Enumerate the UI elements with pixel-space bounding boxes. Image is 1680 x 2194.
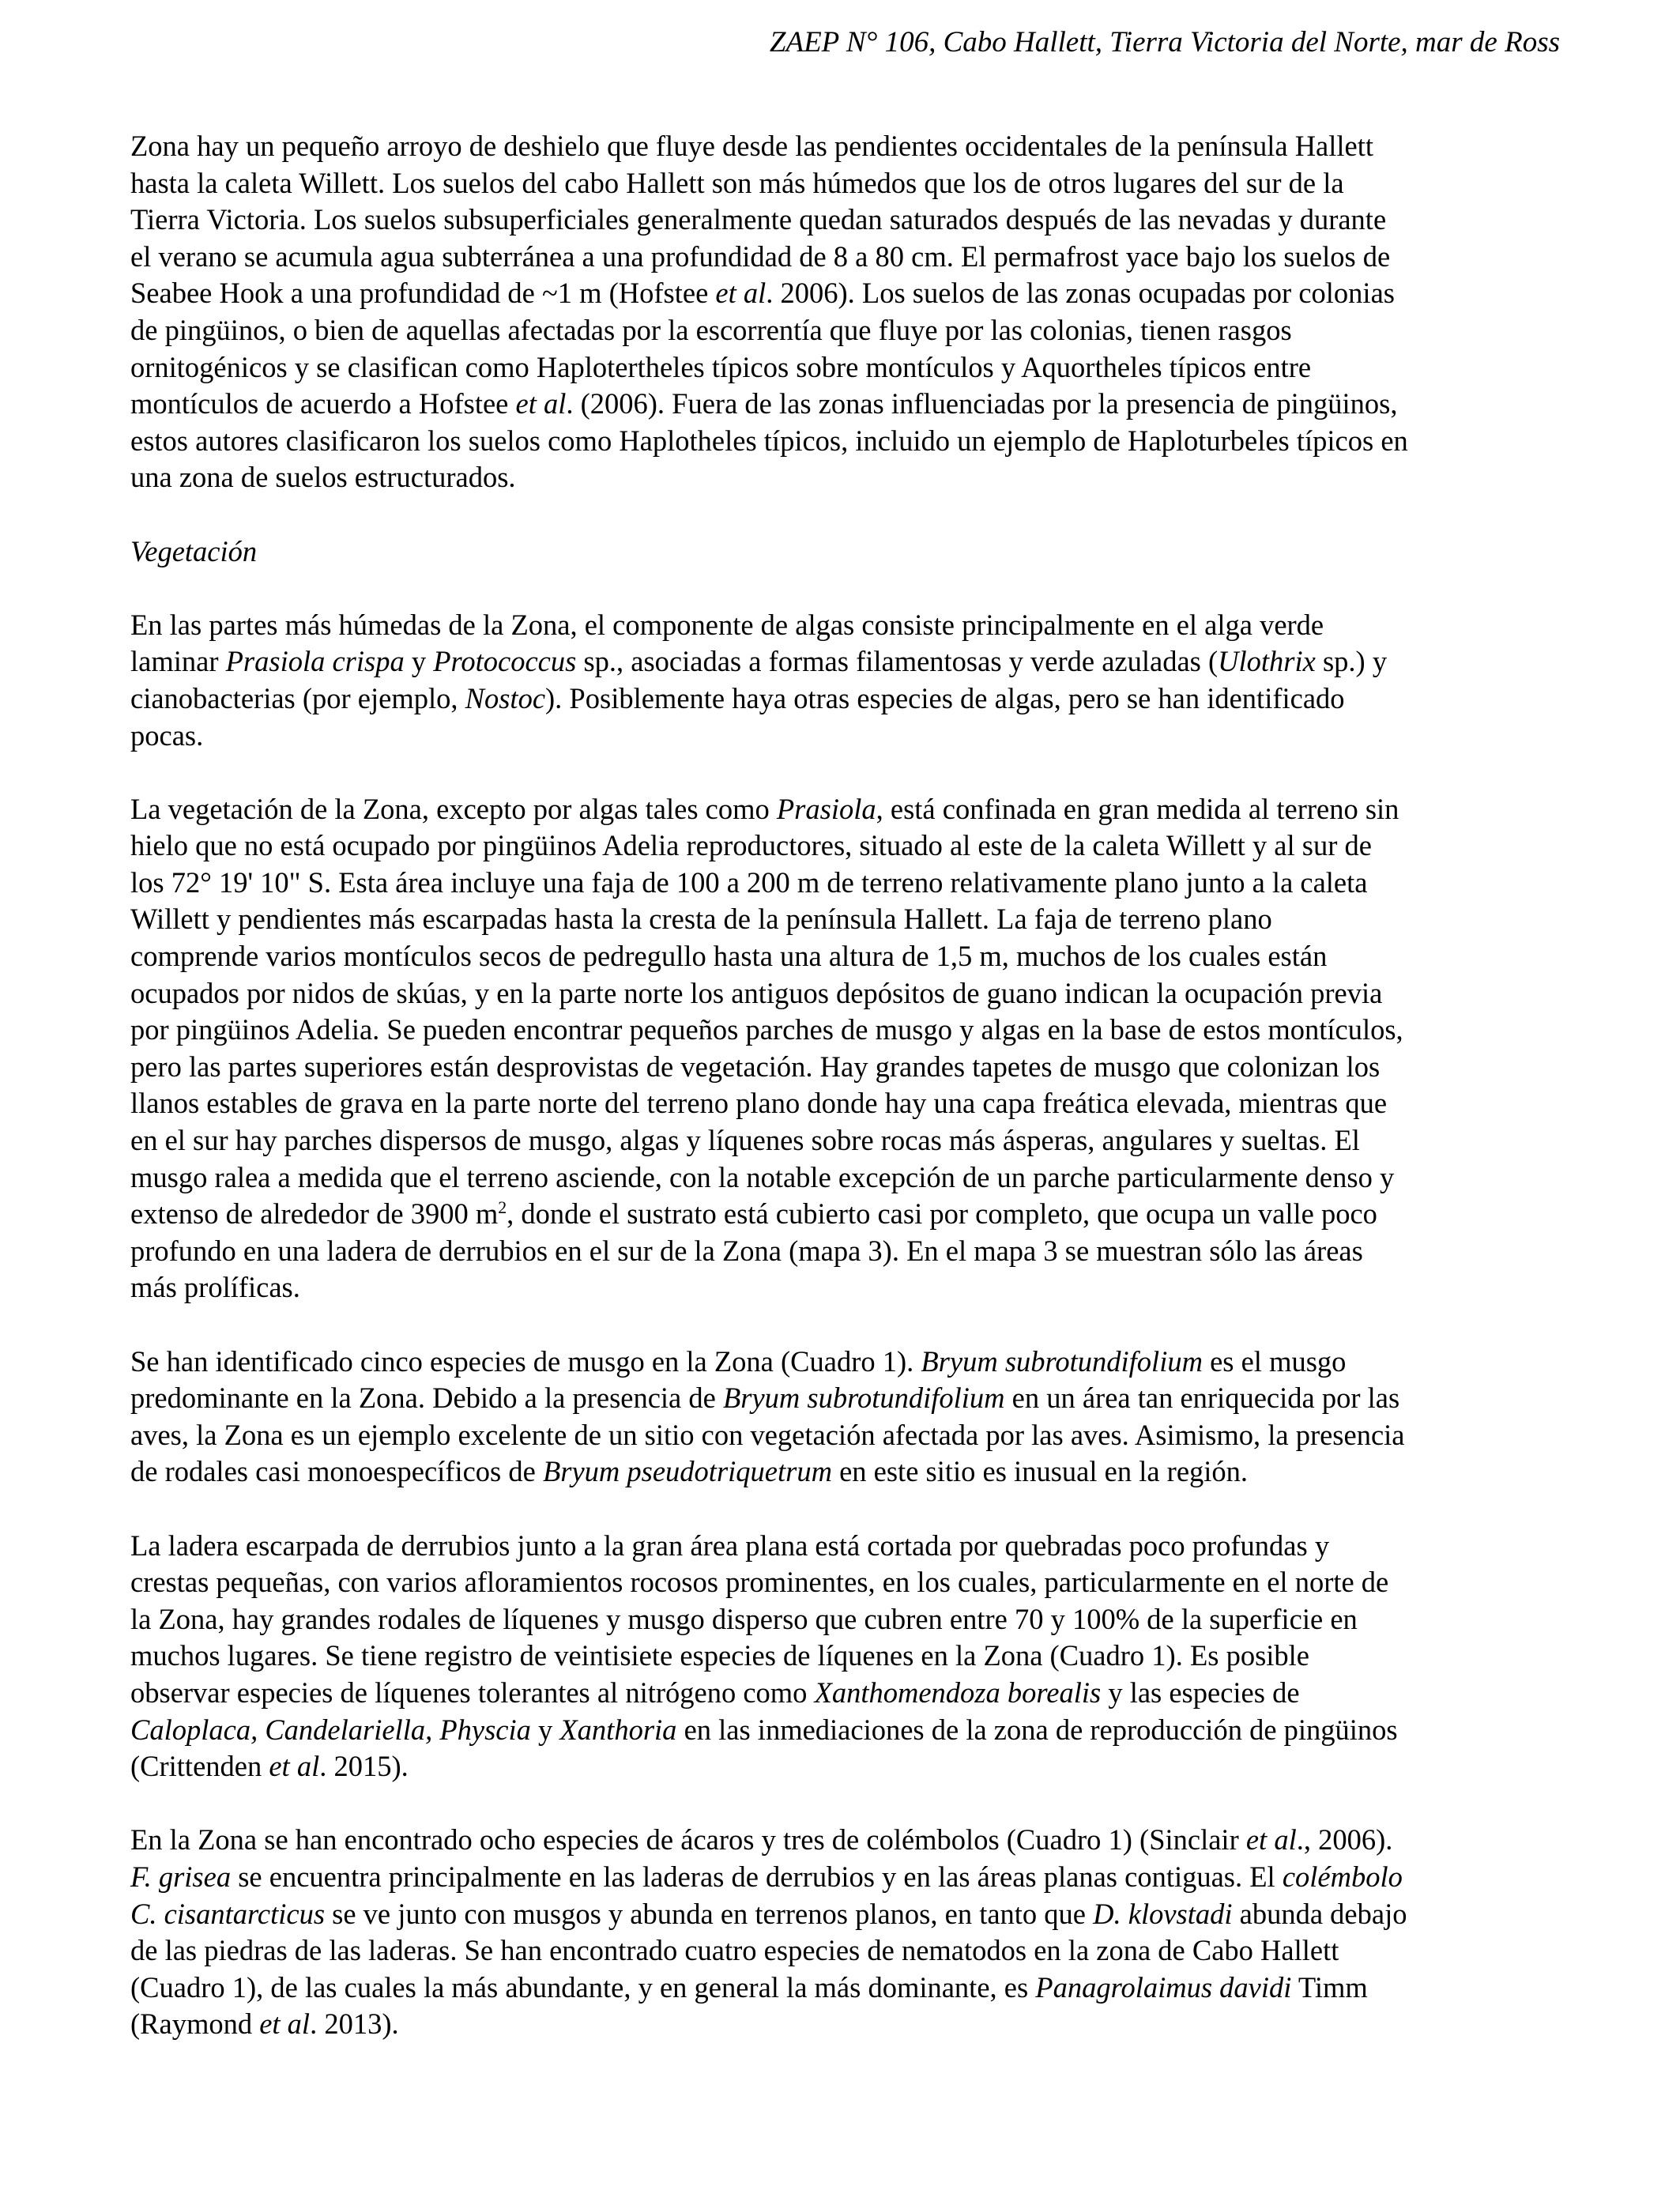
text-line bbox=[130, 718, 1565, 755]
text-line bbox=[130, 1085, 1565, 1122]
text-run: , donde el sustrato está cubierto casi por completo, que ocupa un valle poco bbox=[507, 1197, 1377, 1231]
text-run: y bbox=[404, 645, 434, 678]
paragraph bbox=[130, 791, 1565, 1306]
text-run: de pingüinos, o bien de aquellas afectadas por la escorrentía que fluye por las colonias, tienen rasgos bbox=[130, 313, 1292, 346]
text-line bbox=[130, 1896, 1565, 1933]
text-line bbox=[130, 1233, 1565, 1270]
text-run: llanos estables de grava en la parte norte del terreno plano donde hay una capa freática elevada, mientras que bbox=[130, 1087, 1388, 1120]
text-run: de rodales casi monoespecíficos de bbox=[130, 1455, 543, 1488]
text-run: La ladera escarpada de derrubios junto a la gran área plana está cortada por quebradas poco profundas y bbox=[130, 1529, 1330, 1562]
text-line bbox=[130, 1528, 1565, 1565]
text-run: . (2006). Fuera de las zonas influenciadas por la presencia de pingüinos, bbox=[566, 387, 1398, 420]
text-run: aves, la Zona es un ejemplo excelente de un sitio con vegetación afectada por las aves. Asimismo, la presencia bbox=[130, 1418, 1405, 1451]
text-line bbox=[130, 1675, 1565, 1712]
italic-term: Nostoc bbox=[465, 681, 546, 714]
text-run: predominante en la Zona. Debido a la presencia de bbox=[130, 1382, 723, 1415]
text-line bbox=[130, 1417, 1565, 1454]
italic-term: colémbolo bbox=[1282, 1860, 1403, 1893]
text-run: cianobacterias (por ejemplo, bbox=[130, 681, 465, 714]
text-run: En las partes más húmedas de la Zona, el componente de algas consiste principalmente en el alga verde bbox=[130, 608, 1324, 641]
text-run: (Crittenden bbox=[130, 1750, 269, 1783]
text-run: ., 2006). bbox=[1296, 1823, 1393, 1857]
text-run: los 72° 19' 10" S. Esta área incluye una faja de 100 a 200 m de terreno relativamente plano junto a la caleta bbox=[130, 865, 1368, 899]
text-line bbox=[130, 349, 1565, 386]
italic-term: Bryum subrotundifolium bbox=[921, 1344, 1203, 1378]
text-line bbox=[130, 1932, 1565, 1970]
section-heading-vegetacion: Vegetación bbox=[130, 534, 258, 567]
text-run: en este sitio es inusual en la región. bbox=[831, 1455, 1249, 1488]
text-run: por pingüinos Adelia. Se pueden encontrar pequeños parches de musgo y algas en la base de estos montículos, bbox=[130, 1013, 1403, 1046]
text-run: en el sur hay parches dispersos de musgo, algas y líquenes sobre rocas más ásperas, angulares y sueltas. El bbox=[130, 1124, 1360, 1157]
text-run: abunda debajo bbox=[1232, 1897, 1407, 1930]
text-line bbox=[130, 165, 1565, 202]
page-body bbox=[130, 128, 1565, 2079]
text-run: extenso de alrededor de 3900 m bbox=[130, 1197, 499, 1231]
text-run: pocas. bbox=[130, 718, 204, 752]
text-line bbox=[130, 1859, 1565, 1896]
text-run: el verano se acumula agua subterránea a una profundidad de 8 a 80 cm. El permafrost yace bajo los suelos de bbox=[130, 239, 1391, 273]
text-line bbox=[130, 975, 1565, 1012]
text-run: musgo ralea a medida que el terreno asciende, con la notable excepción de un parche particularmente denso y bbox=[130, 1160, 1395, 1193]
text-line bbox=[130, 312, 1565, 349]
text-run: Timm bbox=[1291, 1970, 1368, 2004]
text-line bbox=[130, 202, 1565, 239]
text-line bbox=[130, 643, 1565, 680]
text-line bbox=[130, 607, 1565, 644]
text-line bbox=[130, 827, 1565, 865]
paragraph bbox=[130, 1344, 1565, 1491]
text-line bbox=[130, 1012, 1565, 1049]
italic-term: et al bbox=[515, 387, 567, 420]
text-run: . 2006). Los suelos de las zonas ocupadas por colonias bbox=[766, 277, 1395, 310]
text-run: (Cuadro 1), de las cuales la más abundante, y en general la más dominante, es bbox=[130, 1970, 1036, 2004]
italic-term: D. klovstadi bbox=[1093, 1897, 1233, 1930]
text-run: sp., asociadas a formas filamentosas y verde azuladas ( bbox=[576, 645, 1219, 678]
text-run: en un área tan enriquecida por las bbox=[1004, 1382, 1400, 1415]
italic-term: Prasiola bbox=[776, 792, 876, 825]
text-line bbox=[130, 423, 1565, 460]
italic-term: Panagrolaimus davidi bbox=[1035, 1970, 1292, 2004]
text-run: profundo en una ladera de derrubios en el sur de la Zona (mapa 3). En el mapa 3 se muestran sólo las áreas bbox=[130, 1234, 1363, 1267]
italic-term: et al bbox=[1245, 1823, 1297, 1857]
text-run: Se han identificado cinco especies de musgo en la Zona (Cuadro 1). bbox=[130, 1344, 921, 1378]
paragraph bbox=[130, 1822, 1565, 2043]
italic-term: et al bbox=[269, 1750, 320, 1783]
text-run: laminar bbox=[130, 645, 226, 678]
paragraph bbox=[130, 607, 1565, 754]
text-run: Willett y pendientes más escarpadas hasta la cresta de la península Hallett. La faja de terreno plano bbox=[130, 903, 1272, 936]
text-line bbox=[130, 128, 1565, 165]
italic-term: et al bbox=[715, 277, 767, 310]
text-run: crestas pequeñas, con varios afloramientos rocosos prominentes, en los cuales, particularmente en el norte de bbox=[130, 1566, 1389, 1599]
text-line bbox=[130, 275, 1565, 312]
text-line bbox=[130, 901, 1565, 938]
italic-term: Ulothrix bbox=[1218, 645, 1316, 678]
text-run: Zona hay un pequeño arroyo de deshielo que fluye desde las pendientes occidentales de la península Hallett bbox=[130, 130, 1374, 162]
italic-term: Bryum pseudotriquetrum bbox=[542, 1455, 832, 1488]
text-line bbox=[130, 938, 1565, 975]
text-run: pero las partes superiores están desprovistas de vegetación. Hay grandes tapetes de musgo que colonizan los bbox=[130, 1050, 1381, 1083]
text-run: en las inmediaciones de la zona de reproducción de pingüinos bbox=[676, 1713, 1398, 1746]
text-run: es el musgo bbox=[1202, 1344, 1347, 1378]
text-run: se ve junto con musgos y abunda en terrenos planos, en tanto que bbox=[325, 1897, 1094, 1930]
text-run: hasta la caleta Willett. Los suelos del cabo Hallett son más húmedos que los de otros lugares del sur de la bbox=[130, 166, 1344, 199]
text-run: más prolíficas. bbox=[130, 1271, 300, 1304]
text-run: hielo que no está ocupado por pingüinos Adelia reproductores, situado al este de la caleta Willett y al sur de bbox=[130, 829, 1372, 862]
text-line bbox=[130, 1453, 1565, 1491]
text-run: (Raymond bbox=[130, 2007, 260, 2041]
italic-term: Prasiola crispa bbox=[225, 645, 405, 678]
italic-term: Bryum subrotundifolium bbox=[722, 1382, 1005, 1415]
text-run: Seabee Hook a una profundidad de ~1 m (Hofstee bbox=[130, 277, 716, 310]
text-line bbox=[130, 1159, 1565, 1197]
text-line bbox=[130, 1344, 1565, 1381]
italic-term: F. grisea bbox=[130, 1860, 232, 1893]
text-run: ocupados por nidos de skúas, y en la parte norte los antiguos depósitos de guano indican la ocupación previa bbox=[130, 976, 1383, 1009]
text-run: montículos de acuerdo a Hofstee bbox=[130, 387, 516, 420]
text-run: ). Posiblemente haya otras especies de algas, pero se han identificado bbox=[545, 681, 1345, 714]
text-run: comprende varios montículos secos de pedregullo hasta una altura de 1,5 m, muchos de los cuales están bbox=[130, 940, 1328, 973]
text-line bbox=[130, 459, 1565, 496]
text-line bbox=[130, 1748, 1565, 1785]
text-run: . 2013). bbox=[310, 2007, 399, 2041]
running-header: ZAEP N° 106, Cabo Hallett, Tierra Victoria del Norte, mar de Ross bbox=[769, 26, 1560, 58]
text-run: la Zona, hay grandes rodales de líquenes y musgo disperso que cubren entre 70 y 100% de la superficie en bbox=[130, 1602, 1358, 1635]
text-run: se encuentra principalmente en las laderas de derrubios y en las áreas planas contiguas. El bbox=[231, 1860, 1283, 1893]
text-line bbox=[130, 680, 1565, 718]
text-run: de las piedras de las laderas. Se han encontrado cuatro especies de nematodos en la zona de Cabo Hallett bbox=[130, 1934, 1339, 1967]
text-line bbox=[130, 1564, 1565, 1601]
text-run: . 2015). bbox=[319, 1750, 409, 1783]
text-line bbox=[130, 239, 1565, 276]
soils-section bbox=[130, 128, 1565, 496]
text-run: , está confinada en gran medida al terreno sin bbox=[876, 792, 1399, 825]
text-run: muchos lugares. Se tiene registro de veintisiete especies de líquenes en la Zona (Cuadro 1). Es posible bbox=[130, 1639, 1310, 1672]
italic-term: Protococcus bbox=[433, 645, 577, 678]
text-line bbox=[130, 1122, 1565, 1159]
text-run: sp.) y bbox=[1315, 645, 1388, 678]
text-line bbox=[130, 2006, 1565, 2043]
text-line bbox=[130, 1970, 1565, 2007]
italic-term: Caloplaca, Candelariella, Physcia bbox=[130, 1713, 531, 1746]
text-run: En la Zona se han encontrado ocho especies de ácaros y tres de colémbolos (Cuadro 1) (Sinclair bbox=[130, 1823, 1246, 1857]
text-run: La vegetación de la Zona, excepto por algas tales como bbox=[130, 792, 777, 825]
text-run: una zona de suelos estructurados. bbox=[130, 461, 516, 494]
text-line bbox=[130, 1822, 1565, 1859]
italic-term: C. cisantarcticus bbox=[130, 1897, 326, 1930]
text-line bbox=[130, 865, 1565, 902]
text-line bbox=[130, 1196, 1565, 1233]
vegetation-section bbox=[130, 607, 1565, 2043]
text-line bbox=[130, 1269, 1565, 1306]
text-run: ornitogénicos y se clasifican como Haplotertheles típicos sobre montículos y Aquortheles típicos entre bbox=[130, 350, 1312, 383]
text-line bbox=[130, 386, 1565, 423]
italic-term: Xanthomendoza borealis bbox=[814, 1676, 1102, 1709]
text-line bbox=[130, 791, 1565, 828]
superscript: 2 bbox=[498, 1197, 507, 1218]
text-run: y las especies de bbox=[1101, 1676, 1300, 1709]
text-line bbox=[130, 1380, 1565, 1417]
text-run: y bbox=[530, 1713, 560, 1746]
paragraph bbox=[130, 128, 1565, 496]
paragraph bbox=[130, 1528, 1565, 1785]
text-run: observar especies de líquenes tolerantes al nitrógeno como bbox=[130, 1676, 815, 1709]
text-line bbox=[130, 1712, 1565, 1749]
text-line bbox=[130, 1601, 1565, 1638]
italic-term: Xanthoria bbox=[559, 1713, 677, 1746]
text-line bbox=[130, 1049, 1565, 1086]
text-run: Tierra Victoria. Los suelos subsuperficiales generalmente quedan saturados después de las nevadas y durante bbox=[130, 203, 1387, 236]
text-run: estos autores clasificaron los suelos como Haplotheles típicos, incluido un ejemplo de Haploturbeles típicos en bbox=[130, 424, 1408, 457]
italic-term: et al bbox=[259, 2007, 311, 2041]
text-line bbox=[130, 1638, 1565, 1675]
